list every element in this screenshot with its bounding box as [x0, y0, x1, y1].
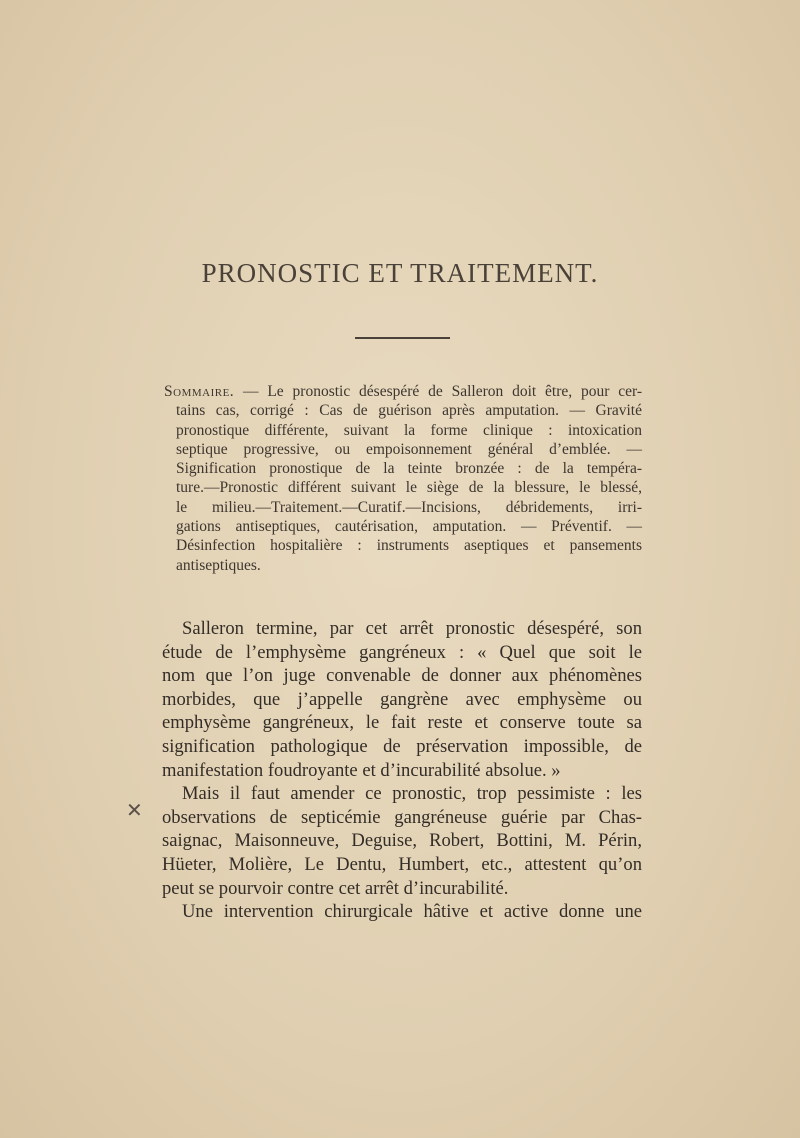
body-line: nom que l’on juge convenable de donner aux phénomènes — [162, 665, 642, 687]
body-line: morbides, que j’appelle gangrène avec emphysème ou — [162, 688, 642, 710]
body-line: saignac, Maisonneuve, Deguise, Robert, Bottini, M. Périn, — [162, 830, 642, 852]
title-rule — [355, 337, 450, 339]
summary-label: Sommaire. — [164, 383, 235, 400]
body-line: étude de l’emphysème gangréneux : « Quel que soit le — [162, 641, 642, 663]
summary-line: Sommaire. — Le pronostic désespéré de Salleron doit être, pour cer- — [164, 383, 642, 400]
page-title: PRONOSTIC ET TRAITEMENT. — [201, 258, 599, 288]
body-line: emphysème gangréneux, le fait reste et conserve toute sa — [162, 712, 642, 734]
summary-line: pronostique différente, suivant la forme clinique : intoxication — [176, 421, 642, 439]
body-line: peut se pourvoir contre cet arrêt d’incurabilité. — [162, 877, 509, 899]
body-line: Mais il faut amender ce pronostic, trop pessimiste : les — [182, 783, 642, 805]
body-line: signification pathologique de préservation impossible, de — [162, 735, 642, 757]
summary-line: ture.—Pronostic différent suivant le siège de la blessure, le blessé, — [176, 479, 642, 497]
body-line: Une intervention chirurgicale hâtive et active donne une — [182, 901, 642, 923]
summary-line: antiseptiques. — [176, 556, 261, 574]
summary-line: tains cas, corrigé : Cas de guérison après amputation. — Gravité — [176, 402, 642, 420]
summary-line: gations antiseptiques, cautérisation, amputation. — Préventif. — — [176, 518, 642, 536]
body-line: Hüeter, Molière, Le Dentu, Humbert, etc., attestent qu’on — [162, 853, 642, 875]
summary-line: Désinfection hospitalière : instruments aseptiques et pansements — [176, 537, 642, 555]
body-text — [162, 617, 642, 924]
body-line: manifestation foudroyante et d’incurabilité absolue. » — [162, 759, 561, 781]
summary-line: le milieu.—Traitement.—Curatif.—Incisions, débridements, irri- — [176, 498, 642, 516]
summary-line: Signification pronostique de la teinte bronzée : de la tempéra- — [176, 460, 642, 478]
body-line: observations de septicémie gangréneuse guérie par Chas- — [162, 806, 642, 828]
body-line: Salleron termine, par cet arrêt pronostic désespéré, son — [182, 618, 642, 639]
summary-line: septique progressive, ou empoisonnement général d’emblée. — — [176, 440, 642, 458]
margin-mark-icon: ✕ — [126, 800, 143, 822]
chapter-summary — [164, 382, 642, 575]
